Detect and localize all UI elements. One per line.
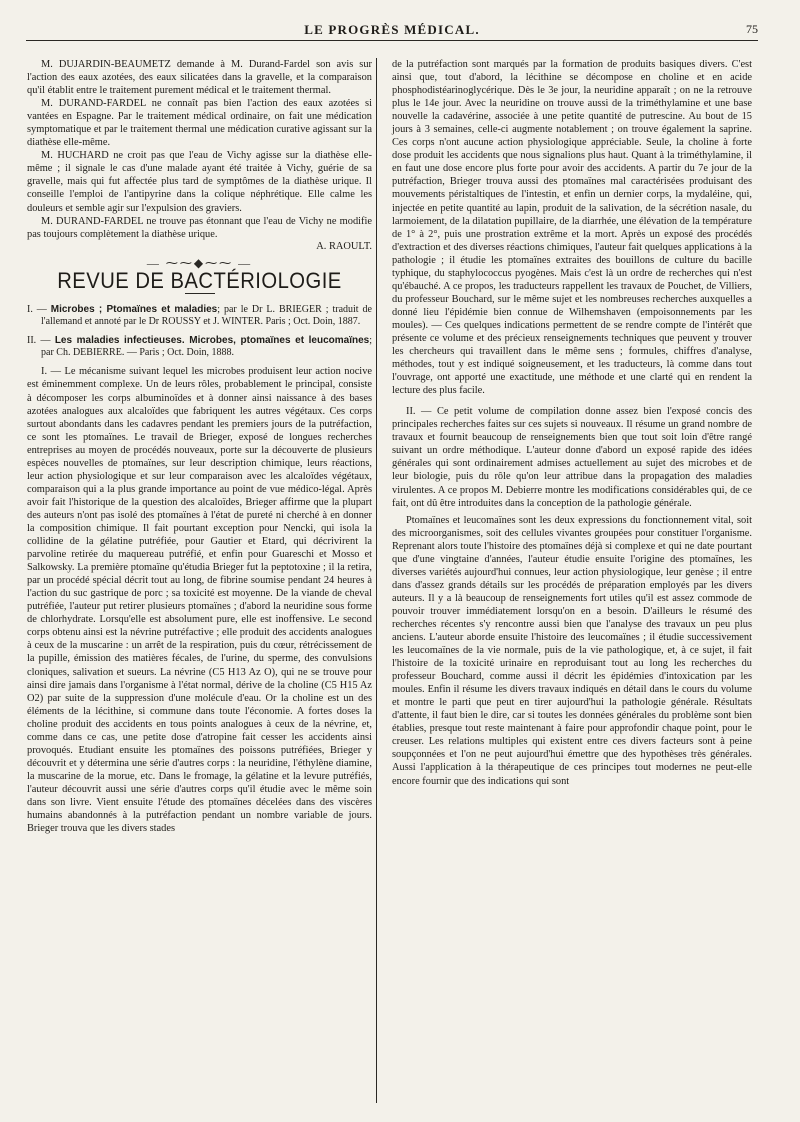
column-divider: [376, 58, 377, 1103]
discussion-paragraph: M. HUCHARD ne croit pas que l'eau de Vichy agisse sur la diathèse elle-même ; il signale le cas d'une malade ayant été traitée à Vichy, guérie de sa gravelle, mais qui fut affectée plus tard de symptômes de la diathèse urique. Il conseille l'emploi de l'antipyrine dans la colique néphrétique. Elle calme les douleurs et semble agir sur l'expulsion des graviers.: [27, 150, 372, 214]
reference-title: Microbes ; Ptomaïnes et maladies: [50, 303, 218, 315]
running-title: LE PROGRÈS MÉDICAL.: [304, 22, 480, 37]
section-title: REVUE DE BACTÉRIOLOGIE: [57, 267, 342, 293]
paragraph-gap: [392, 397, 752, 405]
reference-entry: [27, 335, 372, 360]
reference-number: II. —: [27, 334, 51, 346]
right-column: [392, 58, 752, 788]
signature: A. RAOULT.: [316, 240, 372, 252]
reference-details: ; par le Dr L. BRIEGER ; traduit de l'allemand et annoté par le Dr ROUSSY et J. WINTER. Paris ; Oct. Doin, 1887.: [41, 303, 372, 328]
page-number: 75: [746, 22, 758, 36]
body-paragraph: Ptomaïnes et leucomaïnes sont les deux expressions du fonctionnement vital, soit des microorganismes, soit des cellules vivantes groupées pour constituer l'organisme. Reprenant alors toute l'histoire des ptomaïnes déjà si complexe et qui ne date pourtant que d'une vingtaine d'années, l'auteur étudie ensuite l'origine des ptomaïnes, les diverses variétés aujourd'hui connues, leur action physiologique, leur genèse ; il entre dans d'assez grands détails sur les procédés de préparation employés par les divers auteurs. Il y a là beaucoup de renseignements fort utiles qu'il est assez commode de pouvoir trouver immédiatement lorsqu'on en a besoin. D'ailleurs le résumé des recherches récentes s'y rencontre aussi bien que l'analyse des travaux un peu plus anciens. L'auteur aborde ensuite l'histoire des leucomaïnes ; il étudie successivement les leucomaïnes de la vie normale, puis de la vie pathologique, et, à ce sujet, il fait l'histoire de la toxicité urinaire en reproduisant tout au long les recherches du professeur Bouchard, comme aussi il décrit les épidémies d'intoxication par les moules. Enfin il résume les divers travaux indiqués en détail dans le cours du volume et montre le parti que peut en tirer aujourd'hui la pathologie générale. Résultats d'attente, il faut bien le dire, car si toutes les données générales du problème sont bien établies, presque tout reste maintenant à faire pour approfondir chaque point, pour le creuser. Les relations multiples qui existent entre ces divers facteurs sont à peine soupçonnées et l'on ne peut aujourd'hui émettre que des hypothèses très générales. Aussi l'application à la thérapeutique de ces principes tout modernes ne peut-elle encore fournir que des indications qui sont: [392, 514, 752, 787]
title-rule: [185, 293, 215, 294]
discussion-closing: [27, 215, 372, 241]
body-paragraph: de la putréfaction sont marqués par la formation de produits basiques divers. C'est ainsi que, tout d'abord, la lécithine se décompose en choline et en acide phosphodistéarinoglycérique. Dès le 3e jour, la neuridine apparaît ; on ne la retrouve plus le 14e jour. Avec la neuridine on trouve aussi de la triméthylamine et une base nouvelle la cadavérine, associée à une petite quantité de putrescine. Au bout de 15 jours à 3 semaines, celle-ci augmente notablement ; on trouve également la saprine. Ces corps n'ont aucune action physiologique appréciable. Seule, la choline à forte dose produit les accidents que nous signalions plus haut. Quant à la triméthylamine, il en faut une dose encore plus forte pour avoir des accidents. A partir du 7e jour de la putréfaction, Brieger trouva aussi des ptomaïnes mal caractérisées produisant des mouvements péristaltiques de l'intestin, et enfin un dernier corps, la mydaléine, qui, injectée en petite quantité au lapin, produit de la salivation, de la sécrétion nasale, du larmoiement, de la dilatation pupillaire, de la diarrhée, une élévation de la température de 1° à 2°, puis une prostration extrême et la mort. Après un exposé des procédés d'extraction et des diverses réactions chimiques, l'auteur fait quelques applications à la pathologie ; il étudie les ptomaïnes extraites des bouillons de culture du bacille typhique, du staphylococcus pyogènes. Mais c'est là un ordre de recherches qui n'est qu'ébauché. A ce propos, les traducteurs rappellent les travaux de Pouchet, de Villiers, du professeur Bouchard, sur le même sujet et les nombreuses recherches auxquelles a donné lieu l'épidémie bien connue de Wilhemshaven (empoisonnements par les moules). — Ces quelques indications permettent de se rendre compte de l'intérêt que présente ce volume et des précieux renseignements techniques que peuvent y trouver les chercheurs qui travaillent dans le même sens ; formules, chiffres d'analyse, méthodes, tout y est indiqué soigneusement, et les traducteurs, là comme dans tout l'ouvrage, ont apporté une exactitude, une méthode et une clarté qui en rendent la lecture des plus facile.: [392, 59, 752, 397]
left-column: [27, 58, 372, 835]
body-paragraph: II. — Ce petit volume de compilation donne assez bien l'exposé concis des principales recherches faites sur ces sujets si nouveaux. Il résume un grand nombre de travaux et fournit beaucoup de renseignements bien que tout soit loin d'être rangé suivant un ordre méthodique. L'auteur donne d'abord un exposé rapide des idées générales qui sont ordinairement admises actuellement au sujet des microbes et de leur biologie, puis du rôle qu'on leur attribue dans la propagation des maladies virulentes. A ce propos M. Debierre montre les modifications considérables qui, de ce fait, ont dû être introduites dans la conception de la pathologie générale.: [392, 406, 752, 509]
ornament-divider: — ⁓⁓◆⁓⁓ —: [146, 255, 253, 270]
reference-entry: [27, 304, 372, 329]
page-header: [26, 22, 758, 41]
body-paragraph: I. — Le mécanisme suivant lequel les microbes produisent leur action nocive est éminemment complexe. Un de leurs rôles, probablement le principal, consiste à décomposer les corps albuminoïdes et à donner ainsi naissance à des bases azotées analogues aux alcaloïdes que fabriquent les autres végétaux. Ces corps surtout abondants dans les cadavres pendant les premiers jours de la putréfaction, ce sont les ptomaïnes. Le travail de Brieger, exposé de longues recherches entreprises au moyen de procédés nouveaux, porte sur la découverte de plusieurs espèces nouvelles de ptomaïnes, sur leur description chimique, leurs réactions, leur action physiologique et sur leur comparaison avec les alcaloïdes végétaux, comparaison qui a la plus grande importance au point de vue médico-légal. Après avoir fait l'historique de la question des alcaloïdes, Brieger affirme que la plupart des auteurs n'ont pas isolé des ptomaïnes à l'état de pureté ni cherché à en donner la composition chimique. Il fait pourtant exception pour Nencki, qui isola la collidine de la gélatine putréfiée, pour Gautier et Etard, qui décrivirent la parvoline retirée du maquereau putréfié, et enfin pour Guareschi et Mosso et Salkowsky. La première ptomaïne qu'étudia Brieger fut la peptotoxine ; il la retira, par un procédé spécial décrit tout au long, de fibrine soumise pendant 24 heures à l'action du suc gastrique de porc ; sa toxicité est moyenne. De la viande de cheval putréfiée, l'auteur put retirer plusieurs ptomaïnes ; d'abord la neuridine sous forme de chlorhydrate. Lorsqu'elle est absolument pure, elle est inoffensive. Le second corps obtenu ainsi est la névrine putréfactive ; elle produit des accidents analogues à ceux de la muscarine : un arrêt de la respiration, puis du cœur, rétrécissement de la pupille, émission des matières fécales, de l'urine, du sperme, des convulsions cloniques, salivation et sueurs. La névrine (C5 H13 Az O), qui ne se trouve pour ainsi dire jamais dans l'organisme à l'état normal, dérive de la choline (C5 H15 Az O2) par suite de la suppression d'une molécule d'eau. Or la choline est un des éléments de la lécithine, si commune dans toute l'économie. A fortes doses la choline produit des accidents en tous points analogues à ceux de la névrine, et, comme dans ce cas, une petite dose d'atropine fait cesser les accidents ainsi provoqués. Etudiant ensuite les ptomaïnes des poissons putréfiées, Brieger y découvrit et y détermina une série d'autres corps : la neuridine, l'éthylène diamine, la muscarine de la morue, etc. Dans le fromage, la gélatine et la levure putréfiés, l'auteur découvrit aussi une série d'autres corps qu'il étudie avec le même soin dans son livre. Vient ensuite l'étude des ptomaïnes décelées dans des viscères humains abandonnés à la putréfaction pendant un nombre variable de jours. Brieger trouva que les divers stades: [27, 366, 372, 835]
discussion-paragraph: M. DURAND-FARDEL ne connaît pas bien l'action des eaux azotées si vantées en Espagne. Par le traitement médical ordinaire, on fait une médication symptomatique et par le traitement thermal une médication curative agissant sur la diathèse elle-même.: [27, 98, 372, 149]
reference-number: I. —: [27, 303, 47, 315]
reference-details: ; par Ch. DEBIERRE. — Paris ; Oct. Doin, 1888.: [41, 334, 372, 359]
discussion-paragraph: M. DUJARDIN-BEAUMETZ demande à M. Durand-Fardel son avis sur l'action des eaux azotées, des eaux silicatées dans la gravelle, et la comparaison qu'il établit entre le traitement purement médical et le traitement thermal.: [27, 59, 372, 97]
reference-title: Les maladies infectieuses. Microbes, ptomaïnes et leucomaïnes: [54, 334, 370, 346]
discussion-paragraph: M. DURAND-FARDEL ne trouve pas étonnant que l'eau de Vichy ne modifie pas toujours complètement la diathèse urique.: [27, 215, 372, 240]
